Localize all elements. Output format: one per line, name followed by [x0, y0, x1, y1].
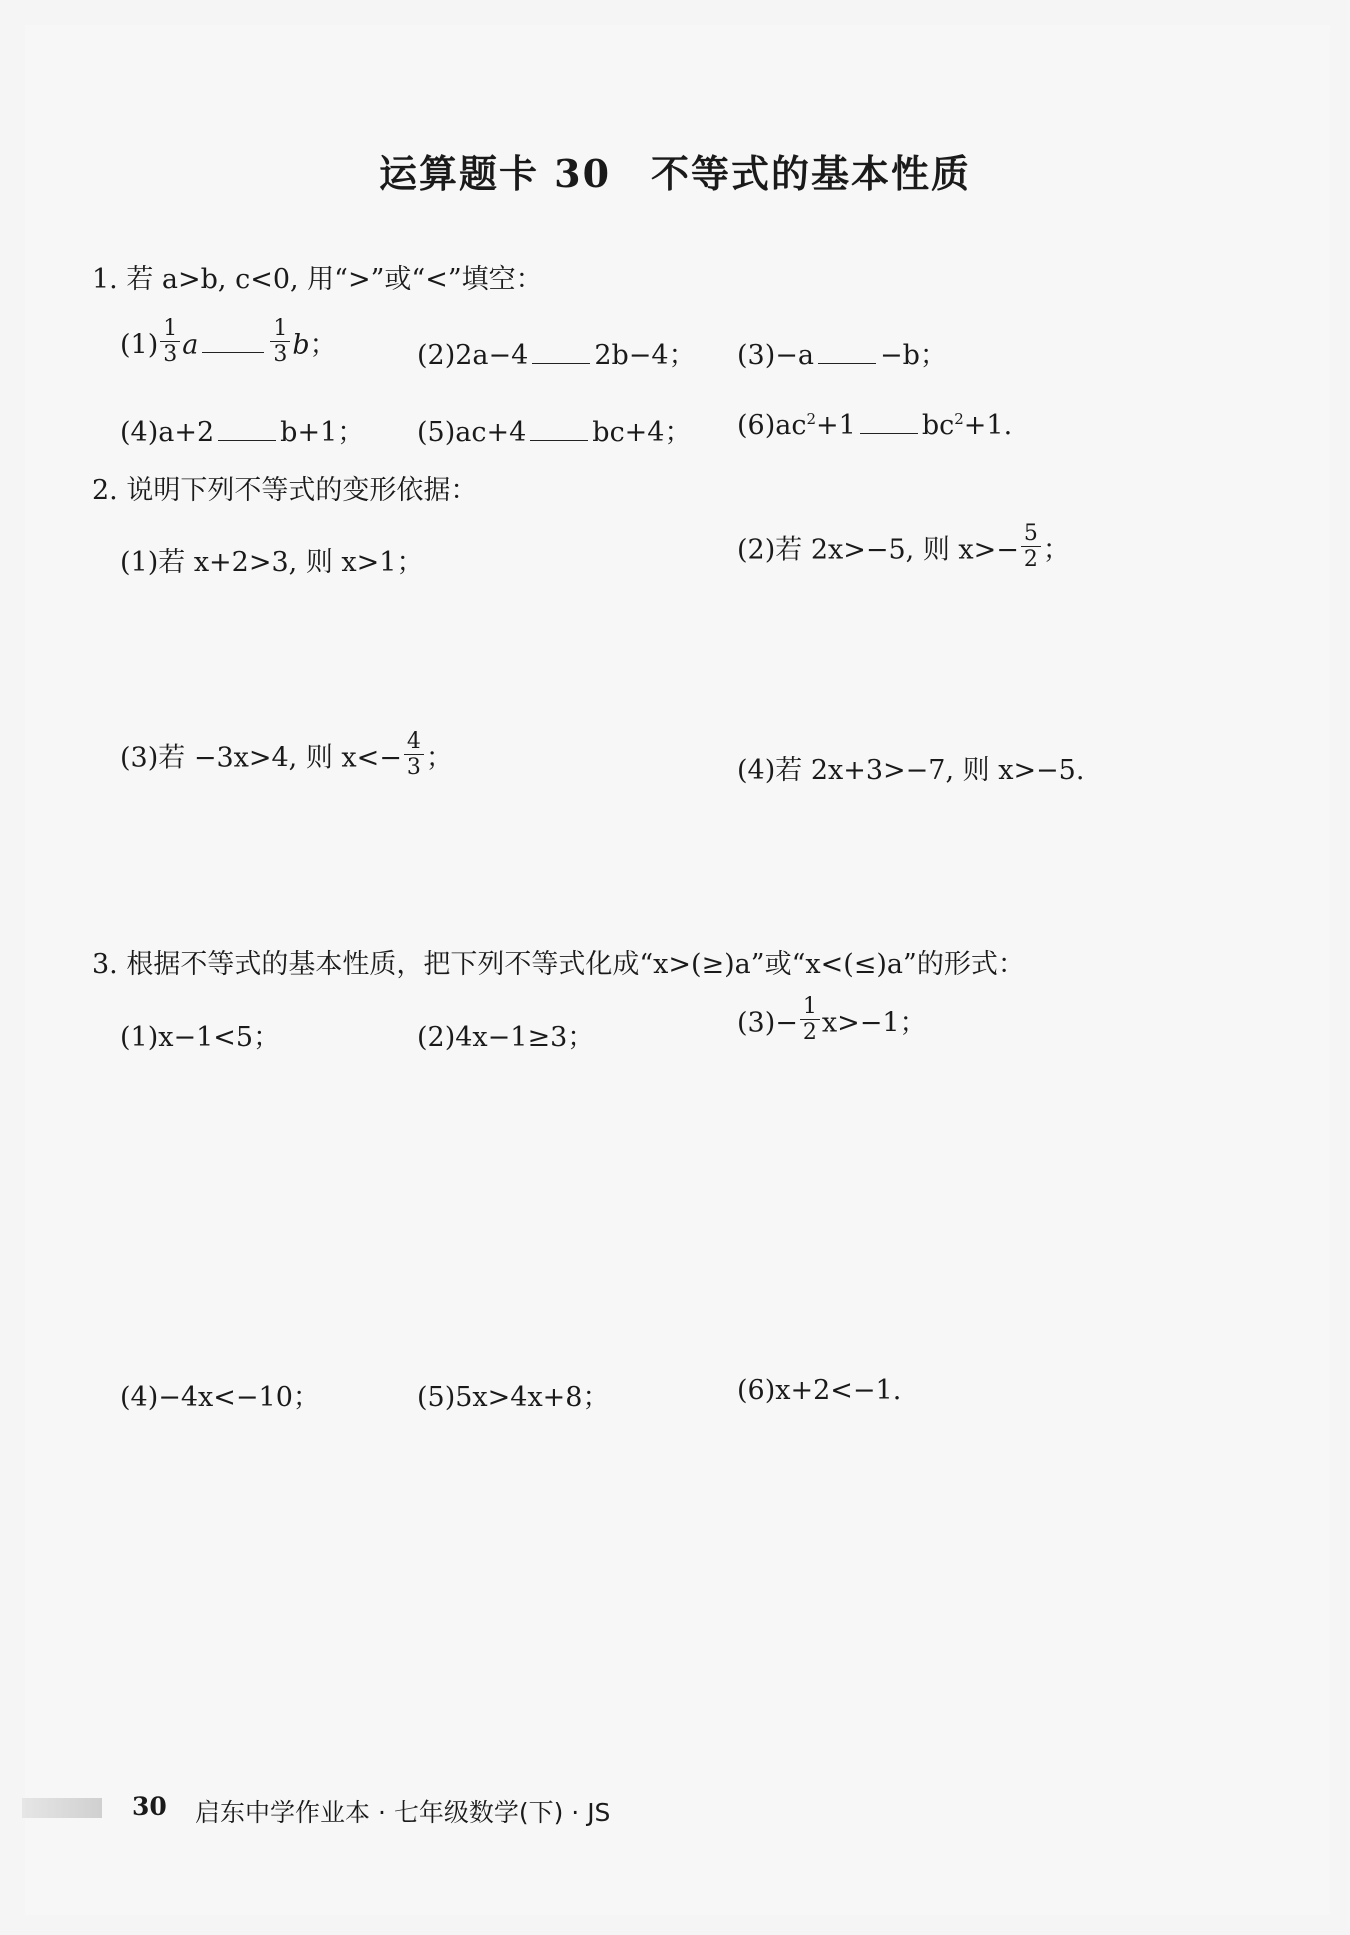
q1-item-6: $(6)ac^2+1$ $bc^2+1$.: [737, 410, 1013, 441]
answer-blank[interactable]: [218, 439, 276, 441]
q1-item-1: (1) $\frac{1}{3}$ a $\frac{1}{3}$ b；: [120, 316, 337, 368]
answer-blank[interactable]: [860, 432, 918, 434]
q3-item-6: (6)x+2<−1.: [737, 1375, 902, 1406]
q2-item-3: (3)若 −3x>4, 则 x<− $\frac{4}{3}$ ；: [120, 729, 453, 781]
q3-item-3: (3)− $\frac{1}{2}$ x>−1；: [737, 994, 927, 1046]
q1-item-5: (5)ac+4 bc+4；: [417, 417, 692, 448]
footer-decoration: [22, 1798, 102, 1818]
answer-blank[interactable]: [530, 439, 588, 441]
q1-item-1-right-fraction: $\frac{1}{3}$: [270, 316, 290, 368]
q1-item-3: (3)−a −b；: [737, 340, 947, 371]
q3-item-5: (5)5x>4x+8；: [417, 1382, 610, 1413]
q1-item-1-label: (1): [120, 329, 159, 361]
q3-item-2: (2)4x−1≥3；: [417, 1022, 595, 1053]
q3-item-4: (4)−4x<−10；: [120, 1382, 320, 1413]
answer-blank[interactable]: [202, 351, 264, 353]
q2-item-3-fraction: $\frac{4}{3}$: [404, 729, 424, 781]
q1-item-1-left-fraction: $\frac{1}{3}$: [160, 316, 180, 368]
book-title: 启东中学作业本 · 七年级数学(下) · JS: [195, 1798, 611, 1827]
q1-item-4: (4)a+2 b+1；: [120, 417, 365, 448]
page-title: 运算题卡 30 不等式的基本性质: [378, 151, 972, 196]
q2-item-1: (1)若 x+2>3, 则 x>1；: [120, 547, 424, 578]
q3-item-1: (1)x−1<5；: [120, 1022, 281, 1053]
answer-blank[interactable]: [818, 362, 876, 364]
answer-blank[interactable]: [532, 362, 590, 364]
q2-item-2-fraction: $\frac{5}{2}$: [1021, 521, 1041, 573]
page-number: 30: [132, 1792, 167, 1821]
question-2-prompt: 2. 说明下列不等式的变形依据：: [92, 475, 478, 506]
question-1-prompt: 1. 若 a>b, c<0, 用“>”或“<”填空：: [92, 264, 543, 295]
q1-item-2: (2)2a−4 2b−4；: [417, 340, 696, 371]
q2-item-2: (2)若 2x>−5, 则 x>− $\frac{5}{2}$ ；: [737, 521, 1070, 573]
question-3-prompt: 3. 根据不等式的基本性质，把下列不等式化成“x>(≥)a”或“x<(≤)a”的形式：: [92, 949, 1025, 980]
q2-item-4: (4)若 2x+3>−7, 则 x>−5.: [737, 755, 1085, 786]
q3-item-3-fraction: $\frac{1}{2}$: [800, 994, 820, 1046]
